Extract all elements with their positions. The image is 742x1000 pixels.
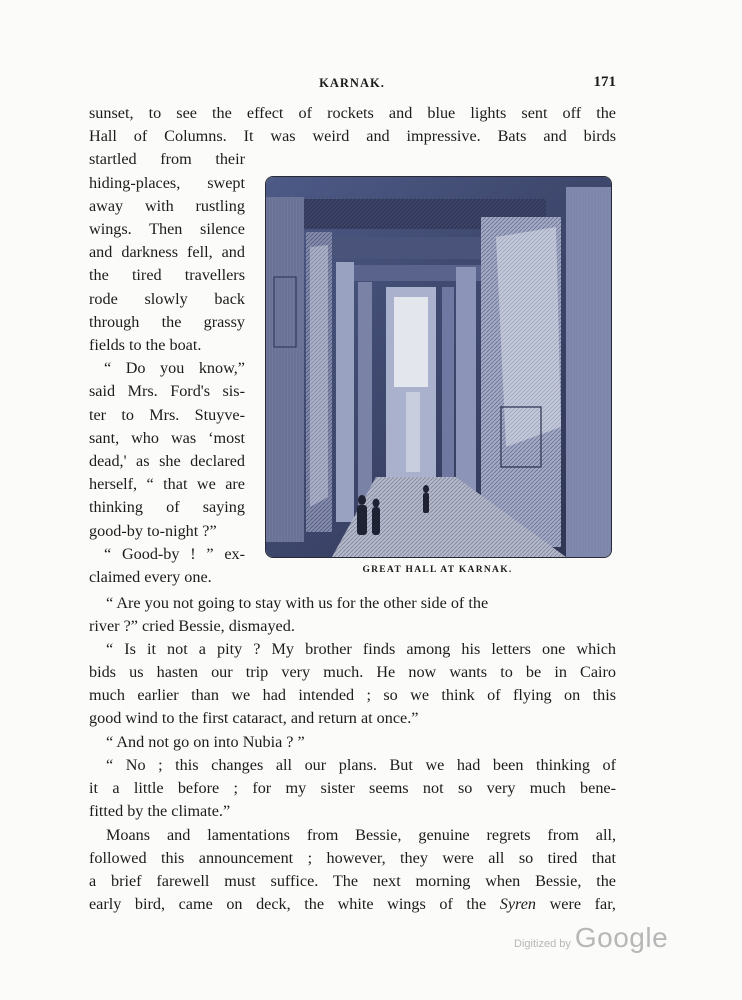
text-line: startled from their <box>89 150 245 168</box>
google-logo: Google <box>574 922 669 953</box>
engraving-image <box>266 177 611 557</box>
text-segment: were far, <box>536 895 616 913</box>
text-line: good wind to the first cataract, and return at once.” <box>89 709 419 727</box>
text-line: and darkness fell, and <box>89 243 245 261</box>
text-line: “ No ; this changes all our plans. But we had been thinking of <box>106 756 616 774</box>
boat-name: Syren <box>499 895 537 913</box>
text-line: through the grassy <box>89 313 245 331</box>
text-line: Moans and lamentations from Bessie, genuine regrets from all, <box>106 826 616 844</box>
text-line: “ Do you know,” <box>104 359 245 377</box>
chapter-title: KARNAK. <box>319 76 385 90</box>
text-line: wings. Then silence <box>89 220 245 238</box>
text-line: “ Are you not going to stay with us for the other side of the <box>106 594 489 612</box>
text-line: it a little before ; for my sister seems not so very much bene- <box>89 779 616 797</box>
text-line: away with rustling <box>89 197 245 215</box>
text-line: bids us hasten our trip very much. He now wants to be in Cairo <box>89 663 616 681</box>
text-line: sant, who was ‘most <box>89 429 245 447</box>
illustration-great-hall <box>265 176 612 558</box>
text-line: dead,' as she declared <box>89 452 245 470</box>
text-line: claimed every one. <box>89 568 212 586</box>
text-line: thinking of saying <box>89 498 245 516</box>
figure-caption: GREAT HALL AT KARNAK. <box>362 565 513 575</box>
text-line: fields to the boat. <box>89 336 202 354</box>
running-head <box>88 76 616 91</box>
text-line: sunset, to see the effect of rockets and blue lights sent off the <box>89 104 616 122</box>
digitized-watermark <box>514 922 668 954</box>
text-line: a brief farewell must suffice. The next morning when Bessie, the <box>89 872 616 890</box>
text-line: “ Is it not a pity ? My brother finds among his letters one which <box>106 640 616 658</box>
text-line: herself, “ that we are <box>89 475 245 493</box>
text-line: Hall of Columns. It was weird and impressive. Bats and birds <box>89 127 616 145</box>
text-line: ter to Mrs. Stuyve- <box>89 406 245 424</box>
text-line: followed this announcement ; however, they were all so tired that <box>89 849 616 867</box>
watermark-prefix: Digitized by <box>514 938 571 950</box>
text-line: hiding-places, swept <box>89 174 245 192</box>
text-line: said Mrs. Ford's sis- <box>89 382 245 400</box>
text-line: “ Good-by ! ” ex- <box>104 545 245 563</box>
page-number: 171 <box>593 74 616 90</box>
text-line: “ And not go on into Nubia ? ” <box>106 733 305 751</box>
text-line-italic-word <box>89 893 616 916</box>
text-line: good-by to-night ?” <box>89 522 217 540</box>
text-line: the tired travellers <box>89 266 245 284</box>
text-line: river ?” cried Bessie, dismayed. <box>89 617 295 635</box>
text-segment: early bird, came on deck, the white wings of the <box>89 895 500 913</box>
text-line: much earlier than we had intended ; so we think of flying on this <box>89 686 616 704</box>
text-line: rode slowly back <box>89 290 245 308</box>
text-line: fitted by the climate.” <box>89 802 231 820</box>
